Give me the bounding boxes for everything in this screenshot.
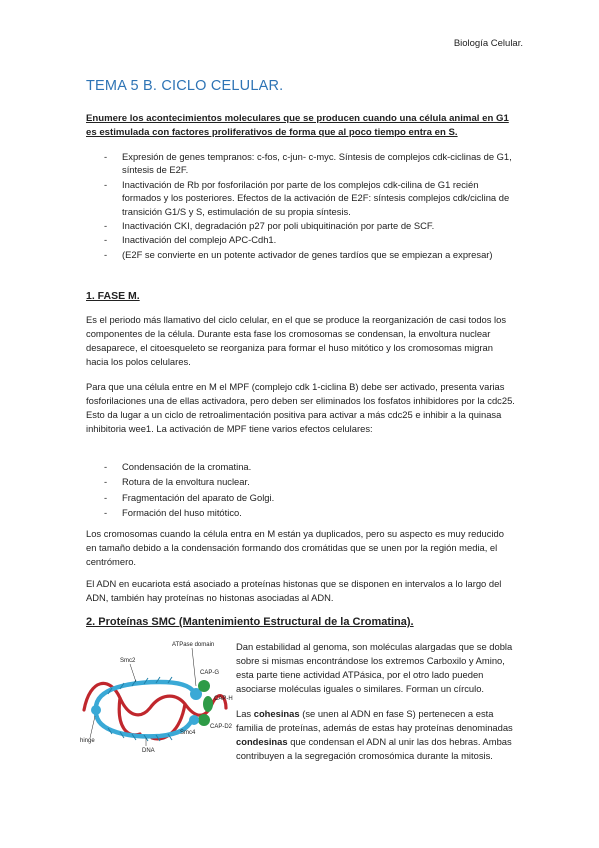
text-run: (se unen al ADN en fase S) pertenecen a esta familia de proteínas, además de estas hay proteínas denominadas [236,708,513,733]
hinge-domain [91,705,101,715]
condensin-diagram-svg [80,638,233,758]
text-run: que condensan el ADN al unir las dos hebras. Ambas contribuyen a la segregación cromosómica durante la mitosis. [236,736,512,761]
list-item: - Rotura de la envoltura nuclear. [86,475,516,488]
cap-d2 [198,714,210,726]
list-item: - Expresión de genes tempranos: c-fos, c-jun- c-myc. Síntesis de complejos cdk-ciclinas de G1, síntesis de E2F. [86,150,516,177]
list-item: - Condensación de la cromatina. [86,460,516,473]
mpf-effects-list [86,460,516,522]
list-item: - Inactivación del complejo APC-Cdh1. [86,233,516,246]
events-list [86,150,516,262]
list-item: - Fragmentación del aparato de Golgi. [86,491,516,504]
cap-h [203,696,213,712]
label-cap-g: CAP-G [200,670,220,676]
label-cap-d2: CAP-D2 [210,724,233,730]
cap-g [198,680,210,692]
list-item: - (E2F se convierte en un potente activador de genes tardíos que se empiezan a expresar) [86,248,516,261]
list-item: - Inactivación CKI, degradación p27 por poli ubiquitinación por parte de SCF. [86,219,516,232]
label-cap-h: CAP-H [214,696,233,702]
paragraph [236,707,516,763]
paragraph: Dan estabilidad al genoma, son moléculas alargadas que se dobla sobre si mismas encontrándose los extremos Carboxilo y Amino, esta parte tiene actividad ATPásica, por el otro lado pueden asociarse moléculas iguales o similares. Forman un círculo. [236,641,513,694]
section-heading-fase-m: 1. FASE M. [86,290,140,302]
list-item: - Inactivación de Rb por fosforilación por parte de los complejos cdk-cilina de G1 recién formados y los posteriores. Efectos de la activación de E2F: síntesis complejos cdk/ciclina de transición G1/S y S, estimulación de su propia síntesis. [86,178,516,218]
page-title: TEMA 5 B. CICLO CELULAR. [86,78,284,94]
label-dna: DNA [142,748,155,754]
paragraph: Los cromosomas cuando la célula entra en M están ya duplicados, pero su aspecto es muy reducido en tamaño debido a la condensación formando dos cromátidas que se unen por la región media, el centrómero. [86,528,504,567]
label-smc4: Smc4 [180,730,196,736]
paragraph: Para que una célula entre en M el MPF (complejo cdk 1-ciclina B) debe ser activado, presenta varias fosforilaciones una de ellas activadora, pero deben ser eliminados los fosfatos inhibidores por la cdc25. Esto da lugar a un ciclo de retroalimentación positiva para activar a más cdc25 e inhibir a la quinasa inhibitoria wee1. La activación de MPF tiene varios efectos celulares: [86,381,515,434]
term-cohesinas: cohesinas [253,708,300,719]
paragraph: El ADN en eucariota está asociado a proteínas histonas que se disponen en intervalos a lo largo del ADN, también hay proteínas no histonas asociadas al ADN. [86,578,502,603]
label-hinge: hinge [80,738,95,744]
atpase-head-2 [189,715,199,725]
term-condesinas: condesinas [236,736,288,747]
condensin-diagram [80,638,233,758]
section-heading-smc: 2. Proteínas SMC (Mantenimiento Estructural de la Cromatina). [86,616,414,628]
question-text: Enumere los acontecimientos moleculares que se producen cuando una célula animal en G1 es estimulada con factores proliferativos de forma que al poco tiempo entra en S. [86,113,509,138]
text-run: Las [236,708,254,719]
label-atpase: ATPase domain [172,642,215,648]
header-subject: Biología Celular. [453,38,523,49]
label-smc2: Smc2 [120,658,136,664]
paragraph: Es el periodo más llamativo del ciclo celular, en el que se produce la reorganización de casi todos los componentes de la célula. Durante esta fase los cromosomas se condensan, la envoltura nuclear desaparece, el citoesqueleto se reorganiza para formar el huso mitótico y los cromosomas migran hacia los polos celulares. [86,314,507,367]
list-item: - Formación del huso mitótico. [86,506,516,519]
